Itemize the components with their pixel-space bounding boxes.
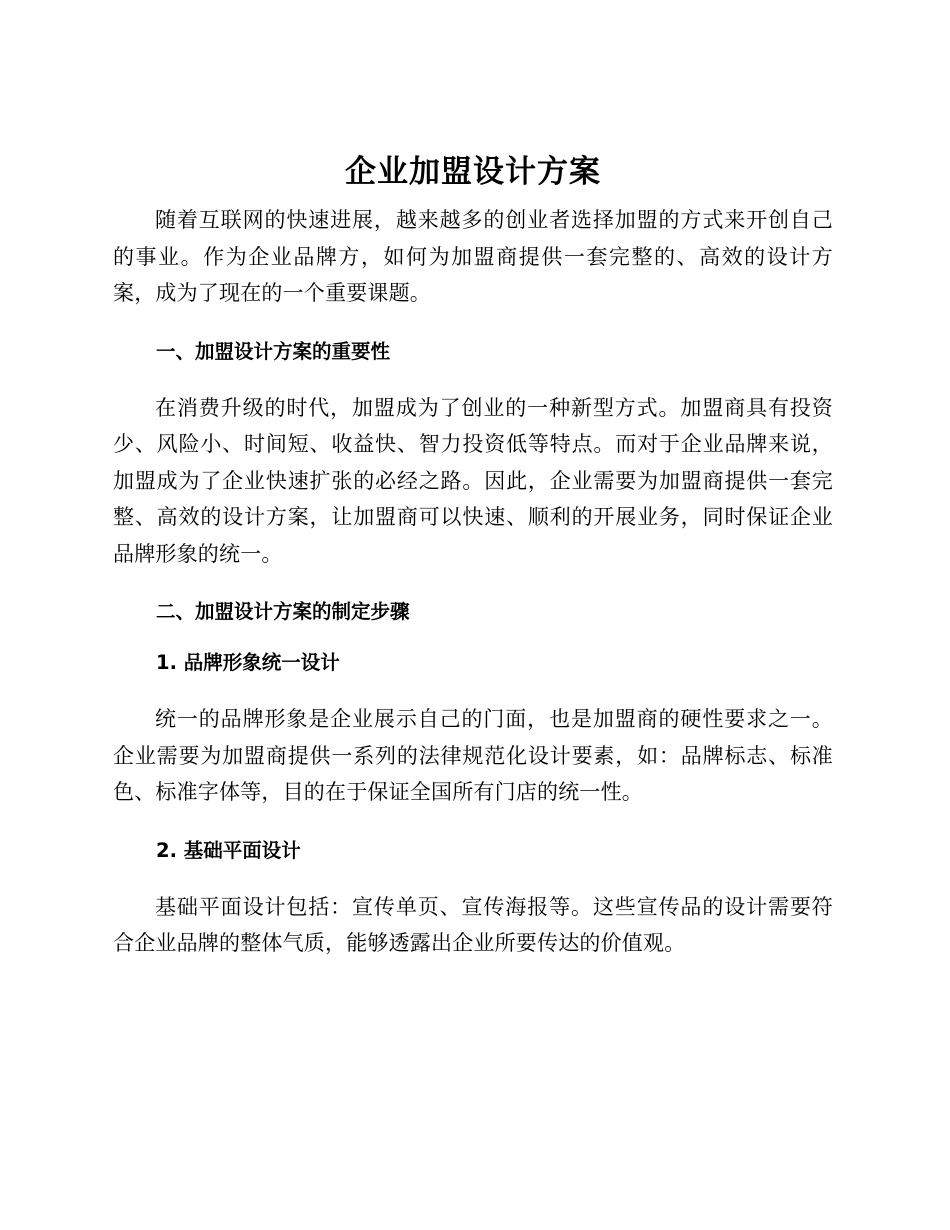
document-page [113, 150, 833, 962]
section-paragraph-importance: 在消费升级的时代，加盟成为了创业的一种新型方式。加盟商具有投资少、风险小、时间短、收益快、智力投资低等特点。而对于企业品牌来说，加盟成为了企业快速扩张的必经之路。因此，企业需要为加盟商提供一套完整、高效的设计方案，让加盟商可以快速、顺利的开展业务，同时保证企业品牌形象的统一。 [113, 395, 833, 566]
section-heading-importance: 一、加盟设计方案的重要性 [156, 339, 391, 363]
section-heading-steps: 二、加盟设计方案的制定步骤 [156, 600, 410, 623]
subsection-heading-graphic-design: 2. 基础平面设计 [156, 838, 301, 862]
subsection-paragraph-graphic-design: 基础平面设计包括：宣传单页、宣传海报等。这些宣传品的设计需要符合企业品牌的整体气质，能够透露出企业所要传达的价值观。 [113, 894, 833, 955]
document-title: 企业加盟设计方案 [345, 154, 601, 190]
subsection-heading-brand-image: 1. 品牌形象统一设计 [156, 651, 340, 674]
subsection-paragraph-brand-image: 统一的品牌形象是企业展示自己的门面，也是加盟商的硬性要求之一。企业需要为加盟商提供一系列的法律规范化设计要素，如：品牌标志、标准色、标准字体等，目的在于保证全国所有门店的统一性。 [113, 707, 833, 804]
intro-paragraph: 随着互联网的快速进展，越来越多的创业者选择加盟的方式来开创自己的事业。作为企业品牌方，如何为加盟商提供一套完整的、高效的设计方案，成为了现在的一个重要课题。 [113, 208, 833, 305]
